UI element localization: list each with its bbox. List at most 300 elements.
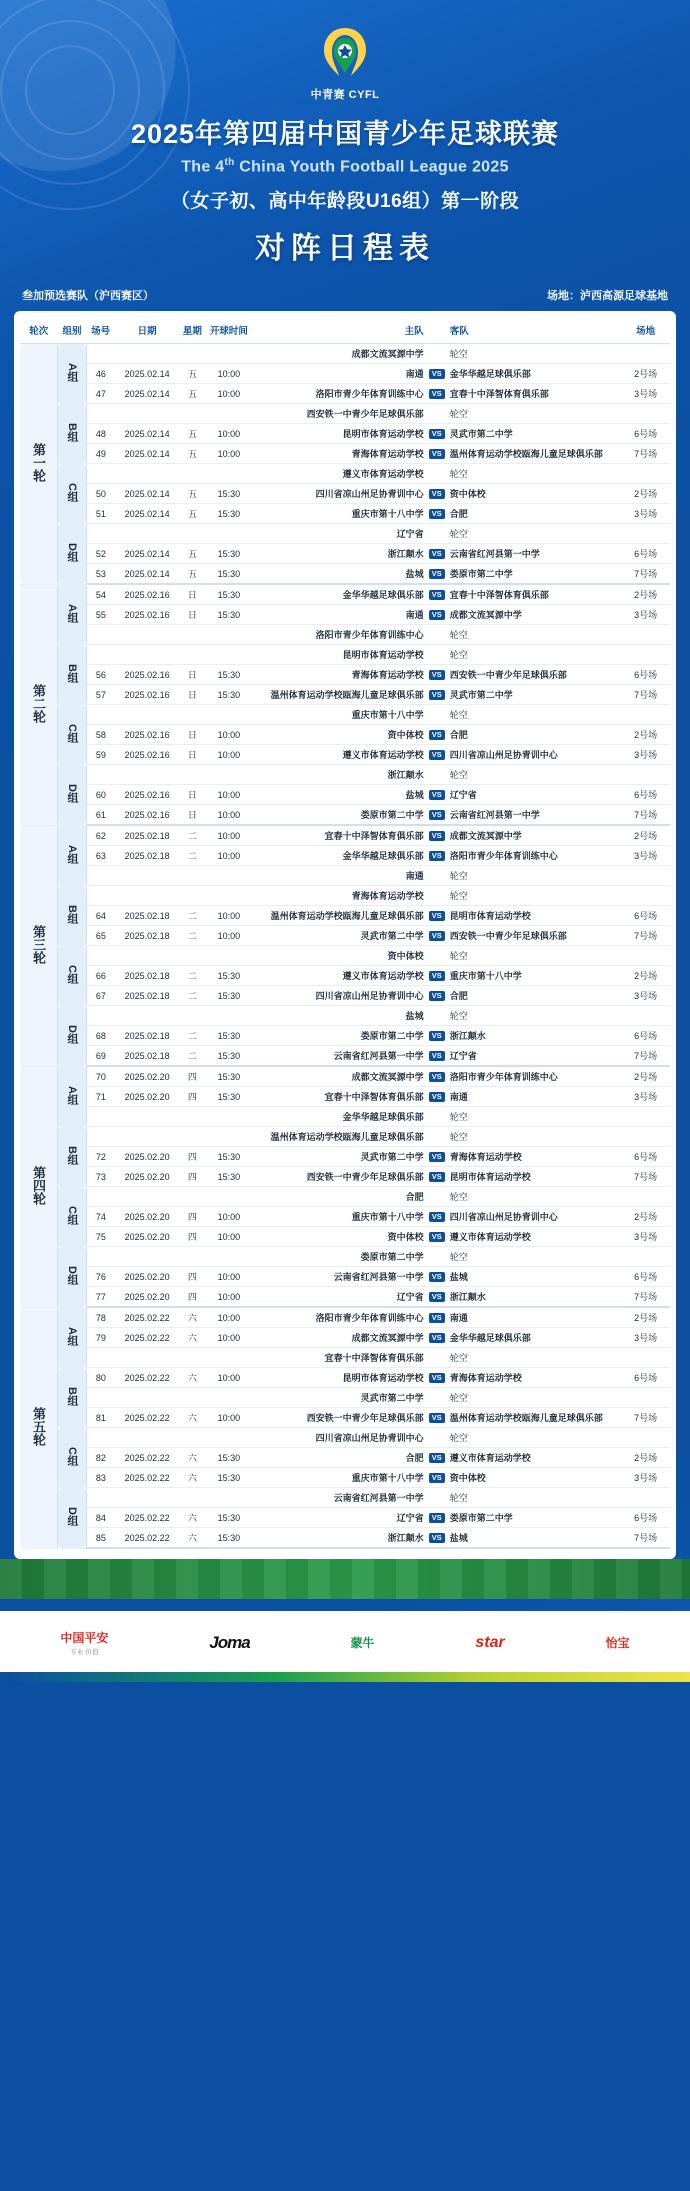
group-label: D组 bbox=[58, 765, 87, 826]
table-row bbox=[20, 1026, 670, 1046]
match-date: 2025.02.16 bbox=[115, 605, 179, 625]
match-venue bbox=[621, 705, 670, 725]
match-date: 2025.02.18 bbox=[115, 966, 179, 986]
match-venue bbox=[621, 464, 670, 484]
vs-badge bbox=[426, 1127, 448, 1147]
vs-badge bbox=[426, 1488, 448, 1508]
match-number: 57 bbox=[86, 685, 115, 705]
table-row bbox=[20, 625, 670, 645]
vs-badge: VS bbox=[426, 1267, 448, 1287]
match-kickoff-time: 15:30 bbox=[206, 584, 252, 605]
match-weekday: 二 bbox=[179, 926, 206, 946]
home-team: 资中体校 bbox=[252, 725, 426, 745]
match-weekday: 六 bbox=[179, 1448, 206, 1468]
footer-color-strip bbox=[0, 1672, 690, 1682]
meta-venue: 场地：泸西高源足球基地 bbox=[547, 290, 668, 303]
match-venue bbox=[621, 1388, 670, 1408]
match-venue bbox=[621, 1107, 670, 1127]
vs-badge bbox=[426, 344, 448, 364]
home-team: 云南省红河县第一中学 bbox=[252, 1046, 426, 1067]
match-venue: 6号场 bbox=[621, 1267, 670, 1287]
match-weekday: 四 bbox=[179, 1087, 206, 1107]
match-kickoff-time bbox=[206, 1127, 252, 1147]
match-venue: 7号场 bbox=[621, 564, 670, 585]
match-kickoff-time: 10:00 bbox=[206, 785, 252, 805]
match-kickoff-time: 15:30 bbox=[206, 1066, 252, 1087]
away-team: 轮空 bbox=[448, 1187, 622, 1207]
match-kickoff-time bbox=[206, 645, 252, 665]
vs-badge bbox=[426, 765, 448, 785]
match-kickoff-time bbox=[206, 1428, 252, 1448]
match-date: 2025.02.22 bbox=[115, 1528, 179, 1549]
poster-header bbox=[0, 0, 690, 287]
vs-badge: VS bbox=[426, 1368, 448, 1388]
match-venue: 3号场 bbox=[621, 1328, 670, 1348]
match-weekday: 四 bbox=[179, 1227, 206, 1247]
match-number: 79 bbox=[86, 1328, 115, 1348]
away-team: 轮空 bbox=[448, 1107, 622, 1127]
table-row bbox=[20, 1227, 670, 1247]
round-label: 第二轮 bbox=[20, 584, 58, 825]
home-team: 娄原市第二中学 bbox=[252, 805, 426, 826]
match-weekday: 二 bbox=[179, 1026, 206, 1046]
home-team: 西安铁一中青少年足球俱乐部 bbox=[252, 1408, 426, 1428]
vs-badge: VS bbox=[426, 665, 448, 685]
match-date: 2025.02.14 bbox=[115, 384, 179, 404]
match-kickoff-time: 10:00 bbox=[206, 1368, 252, 1388]
match-venue: 3号场 bbox=[621, 1087, 670, 1107]
title-en-post: China Youth Football League 2025 bbox=[234, 158, 509, 176]
group-label: D组 bbox=[58, 1488, 87, 1549]
match-venue bbox=[621, 645, 670, 665]
home-team: 娄原市第二中学 bbox=[252, 1247, 426, 1267]
pitch-decoration bbox=[0, 1559, 690, 1599]
match-weekday: 二 bbox=[179, 966, 206, 986]
group-label: C组 bbox=[58, 1187, 87, 1247]
match-kickoff-time: 10:00 bbox=[206, 846, 252, 866]
match-kickoff-time bbox=[206, 524, 252, 544]
vs-badge bbox=[426, 866, 448, 886]
home-team: 成都文流冥源中学 bbox=[252, 344, 426, 364]
match-venue: 3号场 bbox=[621, 846, 670, 866]
match-weekday: 四 bbox=[179, 1147, 206, 1167]
th-round: 轮次 bbox=[20, 317, 58, 344]
vs-badge bbox=[426, 1348, 448, 1368]
away-team: 资中体校 bbox=[448, 1468, 622, 1488]
away-team: 温州体育运动学校瓯海儿童足球俱乐部 bbox=[448, 1408, 622, 1428]
match-venue: 6号场 bbox=[621, 424, 670, 444]
home-team: 资中体校 bbox=[252, 1227, 426, 1247]
away-team: 娄原市第二中学 bbox=[448, 1508, 622, 1528]
match-number: 66 bbox=[86, 966, 115, 986]
group-label: A组 bbox=[58, 584, 87, 645]
away-team: 灵武市第二中学 bbox=[448, 685, 622, 705]
table-row bbox=[20, 404, 670, 424]
match-venue: 6号场 bbox=[621, 785, 670, 805]
away-team: 轮空 bbox=[448, 1388, 622, 1408]
away-team: 资中体校 bbox=[448, 484, 622, 504]
away-team: 轮空 bbox=[448, 765, 622, 785]
match-weekday bbox=[179, 1428, 206, 1448]
match-date: 2025.02.22 bbox=[115, 1408, 179, 1428]
vs-badge: VS bbox=[426, 484, 448, 504]
match-date bbox=[115, 886, 179, 906]
table-row bbox=[20, 805, 670, 826]
table-row bbox=[20, 424, 670, 444]
group-label: A组 bbox=[58, 1307, 87, 1368]
match-weekday: 二 bbox=[179, 986, 206, 1006]
match-venue bbox=[621, 866, 670, 886]
match-weekday: 日 bbox=[179, 745, 206, 765]
match-weekday: 四 bbox=[179, 1267, 206, 1287]
match-weekday bbox=[179, 524, 206, 544]
group-label: A组 bbox=[58, 825, 87, 886]
match-date bbox=[115, 1247, 179, 1267]
match-weekday: 日 bbox=[179, 725, 206, 745]
match-number: 74 bbox=[86, 1207, 115, 1227]
away-team: 西安铁一中青少年足球俱乐部 bbox=[448, 665, 622, 685]
match-kickoff-time: 15:30 bbox=[206, 564, 252, 585]
match-weekday: 四 bbox=[179, 1207, 206, 1227]
away-team: 辽宁省 bbox=[448, 1046, 622, 1067]
vs-badge bbox=[426, 1428, 448, 1448]
vs-badge: VS bbox=[426, 1207, 448, 1227]
match-kickoff-time: 10:00 bbox=[206, 364, 252, 384]
match-date: 2025.02.16 bbox=[115, 685, 179, 705]
vs-badge bbox=[426, 705, 448, 725]
match-weekday: 日 bbox=[179, 584, 206, 605]
match-date: 2025.02.18 bbox=[115, 846, 179, 866]
match-venue: 3号场 bbox=[621, 504, 670, 524]
match-kickoff-time: 10:00 bbox=[206, 926, 252, 946]
away-team: 浙江颠水 bbox=[448, 1026, 622, 1046]
match-date: 2025.02.20 bbox=[115, 1227, 179, 1247]
match-number: 53 bbox=[86, 564, 115, 585]
table-row bbox=[20, 745, 670, 765]
group-label: D组 bbox=[58, 1006, 87, 1067]
group-label: C组 bbox=[58, 705, 87, 765]
match-venue bbox=[621, 1488, 670, 1508]
table-row bbox=[20, 705, 670, 725]
match-date: 2025.02.22 bbox=[115, 1307, 179, 1328]
table-row bbox=[20, 846, 670, 866]
vs-badge: VS bbox=[426, 1508, 448, 1528]
group-label: A组 bbox=[58, 344, 87, 404]
page-title: 2025年第四届中国青少年足球联赛 bbox=[130, 119, 560, 149]
match-venue: 2号场 bbox=[621, 484, 670, 504]
away-team: 云南省红河县第一中学 bbox=[448, 544, 622, 564]
table-row bbox=[20, 1046, 670, 1067]
table-row bbox=[20, 906, 670, 926]
meta-teams: 叁加预选赛队（沪西赛区） bbox=[22, 290, 154, 303]
match-venue bbox=[621, 1247, 670, 1267]
away-team: 成都文流冥源中学 bbox=[448, 605, 622, 625]
away-team: 合肥 bbox=[448, 504, 622, 524]
match-kickoff-time: 10:00 bbox=[206, 725, 252, 745]
match-kickoff-time bbox=[206, 946, 252, 966]
match-date: 2025.02.14 bbox=[115, 564, 179, 585]
match-kickoff-time bbox=[206, 765, 252, 785]
table-row bbox=[20, 464, 670, 484]
group-label: C组 bbox=[58, 1428, 87, 1488]
match-weekday bbox=[179, 404, 206, 424]
home-team: 金华华越足球俱乐部 bbox=[252, 584, 426, 605]
home-team: 青海体育运动学校 bbox=[252, 665, 426, 685]
table-row bbox=[20, 1368, 670, 1388]
match-date: 2025.02.22 bbox=[115, 1468, 179, 1488]
match-venue bbox=[621, 625, 670, 645]
match-weekday: 五 bbox=[179, 384, 206, 404]
match-venue: 3号场 bbox=[621, 384, 670, 404]
group-label: D组 bbox=[58, 1247, 87, 1308]
logo-text: 中青赛 CYFL bbox=[310, 89, 380, 101]
home-team: 温州体育运动学校瓯海儿童足球俱乐部 bbox=[252, 906, 426, 926]
round-label: 第五轮 bbox=[20, 1307, 58, 1548]
match-venue: 3号场 bbox=[621, 605, 670, 625]
match-date: 2025.02.18 bbox=[115, 825, 179, 846]
match-number: 55 bbox=[86, 605, 115, 625]
match-number: 62 bbox=[86, 825, 115, 846]
match-date bbox=[115, 765, 179, 785]
away-team: 娄原市第二中学 bbox=[448, 564, 622, 585]
match-venue bbox=[621, 886, 670, 906]
table-row bbox=[20, 544, 670, 564]
sponsor-name: star bbox=[475, 1633, 505, 1651]
vs-badge: VS bbox=[426, 906, 448, 926]
home-team: 盐城 bbox=[252, 785, 426, 805]
table-row bbox=[20, 1267, 670, 1287]
table-row bbox=[20, 866, 670, 886]
away-team: 金华华越足球俱乐部 bbox=[448, 364, 622, 384]
sponsor-name: 蒙牛 bbox=[350, 1636, 375, 1651]
table-row bbox=[20, 1167, 670, 1187]
match-kickoff-time bbox=[206, 344, 252, 364]
match-kickoff-time: 10:00 bbox=[206, 1328, 252, 1348]
away-team: 金华华越足球俱乐部 bbox=[448, 1328, 622, 1348]
away-team: 轮空 bbox=[448, 524, 622, 544]
home-team: 重庆市第十八中学 bbox=[252, 1468, 426, 1488]
match-number: 61 bbox=[86, 805, 115, 826]
match-date bbox=[115, 1187, 179, 1207]
match-kickoff-time: 15:30 bbox=[206, 544, 252, 564]
table-row bbox=[20, 1348, 670, 1368]
page-main-heading: 对阵日程表 bbox=[255, 232, 435, 266]
table-row bbox=[20, 1287, 670, 1308]
match-kickoff-time: 10:00 bbox=[206, 1307, 252, 1328]
match-venue: 3号场 bbox=[621, 986, 670, 1006]
match-weekday: 五 bbox=[179, 484, 206, 504]
vs-badge: VS bbox=[426, 424, 448, 444]
table-row bbox=[20, 645, 670, 665]
match-venue bbox=[621, 1127, 670, 1147]
match-number bbox=[86, 344, 115, 364]
match-venue bbox=[621, 404, 670, 424]
match-weekday: 六 bbox=[179, 1368, 206, 1388]
vs-badge: VS bbox=[426, 364, 448, 384]
table-row bbox=[20, 1087, 670, 1107]
home-team: 遵义市体育运动学校 bbox=[252, 745, 426, 765]
page-subtitle: （女子初、高中年龄段U16组）第一阶段 bbox=[170, 191, 520, 213]
match-venue bbox=[621, 1187, 670, 1207]
match-date: 2025.02.14 bbox=[115, 504, 179, 524]
table-row bbox=[20, 986, 670, 1006]
vs-badge: VS bbox=[426, 846, 448, 866]
home-team: 重庆市第十八中学 bbox=[252, 705, 426, 725]
table-row bbox=[20, 1187, 670, 1207]
away-team: 轮空 bbox=[448, 625, 622, 645]
table-row bbox=[20, 1468, 670, 1488]
vs-badge bbox=[426, 886, 448, 906]
match-weekday: 二 bbox=[179, 1046, 206, 1067]
match-venue bbox=[621, 344, 670, 364]
match-weekday: 五 bbox=[179, 564, 206, 585]
vs-badge: VS bbox=[426, 1408, 448, 1428]
home-team: 宜春十中泽智体育俱乐部 bbox=[252, 1348, 426, 1368]
match-number: 78 bbox=[86, 1307, 115, 1328]
match-date bbox=[115, 1388, 179, 1408]
match-date: 2025.02.20 bbox=[115, 1147, 179, 1167]
away-team: 青海体育运动学校 bbox=[448, 1368, 622, 1388]
match-number: 51 bbox=[86, 504, 115, 524]
vs-badge: VS bbox=[426, 1046, 448, 1067]
match-weekday: 六 bbox=[179, 1328, 206, 1348]
match-venue: 7号场 bbox=[621, 1167, 670, 1187]
match-weekday: 日 bbox=[179, 785, 206, 805]
match-kickoff-time: 15:30 bbox=[206, 504, 252, 524]
match-kickoff-time bbox=[206, 1006, 252, 1026]
sponsor-name: 中国平安 bbox=[60, 1631, 109, 1646]
table-row bbox=[20, 484, 670, 504]
match-number: 68 bbox=[86, 1026, 115, 1046]
table-row bbox=[20, 384, 670, 404]
schedule-card bbox=[14, 311, 676, 1559]
match-weekday: 四 bbox=[179, 1167, 206, 1187]
match-date bbox=[115, 705, 179, 725]
table-row bbox=[20, 765, 670, 785]
table-row bbox=[20, 665, 670, 685]
match-date: 2025.02.14 bbox=[115, 444, 179, 464]
match-date: 2025.02.20 bbox=[115, 1167, 179, 1187]
away-team: 轮空 bbox=[448, 1247, 622, 1267]
vs-badge: VS bbox=[426, 1147, 448, 1167]
match-number: 76 bbox=[86, 1267, 115, 1287]
match-date bbox=[115, 1488, 179, 1508]
home-team: 昆明市体育运动学校 bbox=[252, 645, 426, 665]
match-date bbox=[115, 1348, 179, 1368]
away-team: 轮空 bbox=[448, 645, 622, 665]
match-kickoff-time: 15:30 bbox=[206, 605, 252, 625]
match-number bbox=[86, 625, 115, 645]
match-number: 52 bbox=[86, 544, 115, 564]
match-date: 2025.02.20 bbox=[115, 1207, 179, 1227]
away-team: 辽宁省 bbox=[448, 785, 622, 805]
vs-badge: VS bbox=[426, 1227, 448, 1247]
round-label: 第三轮 bbox=[20, 825, 58, 1066]
match-date: 2025.02.14 bbox=[115, 544, 179, 564]
match-weekday bbox=[179, 765, 206, 785]
home-team: 浙江颠水 bbox=[252, 765, 426, 785]
schedule-body bbox=[20, 344, 670, 1549]
th-away: 客队 bbox=[448, 317, 622, 344]
match-number: 50 bbox=[86, 484, 115, 504]
table-row bbox=[20, 1408, 670, 1428]
match-number: 83 bbox=[86, 1468, 115, 1488]
away-team: 遵义市体育运动学校 bbox=[448, 1448, 622, 1468]
home-team: 四川省凉山州足协青训中心 bbox=[252, 484, 426, 504]
home-team: 青海体育运动学校 bbox=[252, 444, 426, 464]
group-label: C组 bbox=[58, 464, 87, 524]
table-row bbox=[20, 1448, 670, 1468]
match-date: 2025.02.14 bbox=[115, 364, 179, 384]
match-kickoff-time: 10:00 bbox=[206, 825, 252, 846]
table-row bbox=[20, 444, 670, 464]
match-number: 49 bbox=[86, 444, 115, 464]
home-team: 宜春十中泽智体育俱乐部 bbox=[252, 825, 426, 846]
match-number: 58 bbox=[86, 725, 115, 745]
match-date bbox=[115, 404, 179, 424]
match-kickoff-time bbox=[206, 1247, 252, 1267]
match-number: 77 bbox=[86, 1287, 115, 1308]
home-team: 辽宁省 bbox=[252, 524, 426, 544]
home-team: 洛阳市青少年体育训练中心 bbox=[252, 384, 426, 404]
match-venue: 6号场 bbox=[621, 1026, 670, 1046]
table-row bbox=[20, 1307, 670, 1328]
home-team: 辽宁省 bbox=[252, 1287, 426, 1308]
match-weekday: 六 bbox=[179, 1468, 206, 1488]
match-date: 2025.02.20 bbox=[115, 1087, 179, 1107]
match-number: 67 bbox=[86, 986, 115, 1006]
vs-badge: VS bbox=[426, 1468, 448, 1488]
match-kickoff-time: 15:30 bbox=[206, 1508, 252, 1528]
vs-badge bbox=[426, 946, 448, 966]
th-venue: 场地 bbox=[621, 317, 670, 344]
sponsor-logo bbox=[60, 1629, 108, 1656]
home-team: 盐城 bbox=[252, 564, 426, 585]
home-team: 重庆市第十八中学 bbox=[252, 1207, 426, 1227]
match-kickoff-time: 10:00 bbox=[206, 444, 252, 464]
match-number: 85 bbox=[86, 1528, 115, 1549]
sponsor-name: Joma bbox=[209, 1632, 250, 1652]
match-number: 82 bbox=[86, 1448, 115, 1468]
table-row bbox=[20, 926, 670, 946]
match-date: 2025.02.18 bbox=[115, 1026, 179, 1046]
home-team: 遵义市体育运动学校 bbox=[252, 966, 426, 986]
away-team: 南通 bbox=[448, 1087, 622, 1107]
match-kickoff-time: 15:30 bbox=[206, 986, 252, 1006]
home-team: 灵武市第二中学 bbox=[252, 1147, 426, 1167]
group-label: B组 bbox=[58, 886, 87, 946]
table-row bbox=[20, 564, 670, 585]
match-venue bbox=[621, 1348, 670, 1368]
table-row bbox=[20, 1428, 670, 1448]
match-venue: 7号场 bbox=[621, 805, 670, 826]
match-weekday bbox=[179, 886, 206, 906]
match-date bbox=[115, 464, 179, 484]
vs-badge bbox=[426, 645, 448, 665]
match-date: 2025.02.16 bbox=[115, 745, 179, 765]
th-weekday: 星期 bbox=[179, 317, 206, 344]
table-row bbox=[20, 1107, 670, 1127]
match-weekday bbox=[179, 1247, 206, 1267]
match-weekday bbox=[179, 1488, 206, 1508]
match-number: 60 bbox=[86, 785, 115, 805]
match-weekday: 五 bbox=[179, 504, 206, 524]
match-number bbox=[86, 705, 115, 725]
match-date bbox=[115, 946, 179, 966]
match-date: 2025.02.18 bbox=[115, 926, 179, 946]
match-kickoff-time bbox=[206, 886, 252, 906]
match-venue: 2号场 bbox=[621, 364, 670, 384]
